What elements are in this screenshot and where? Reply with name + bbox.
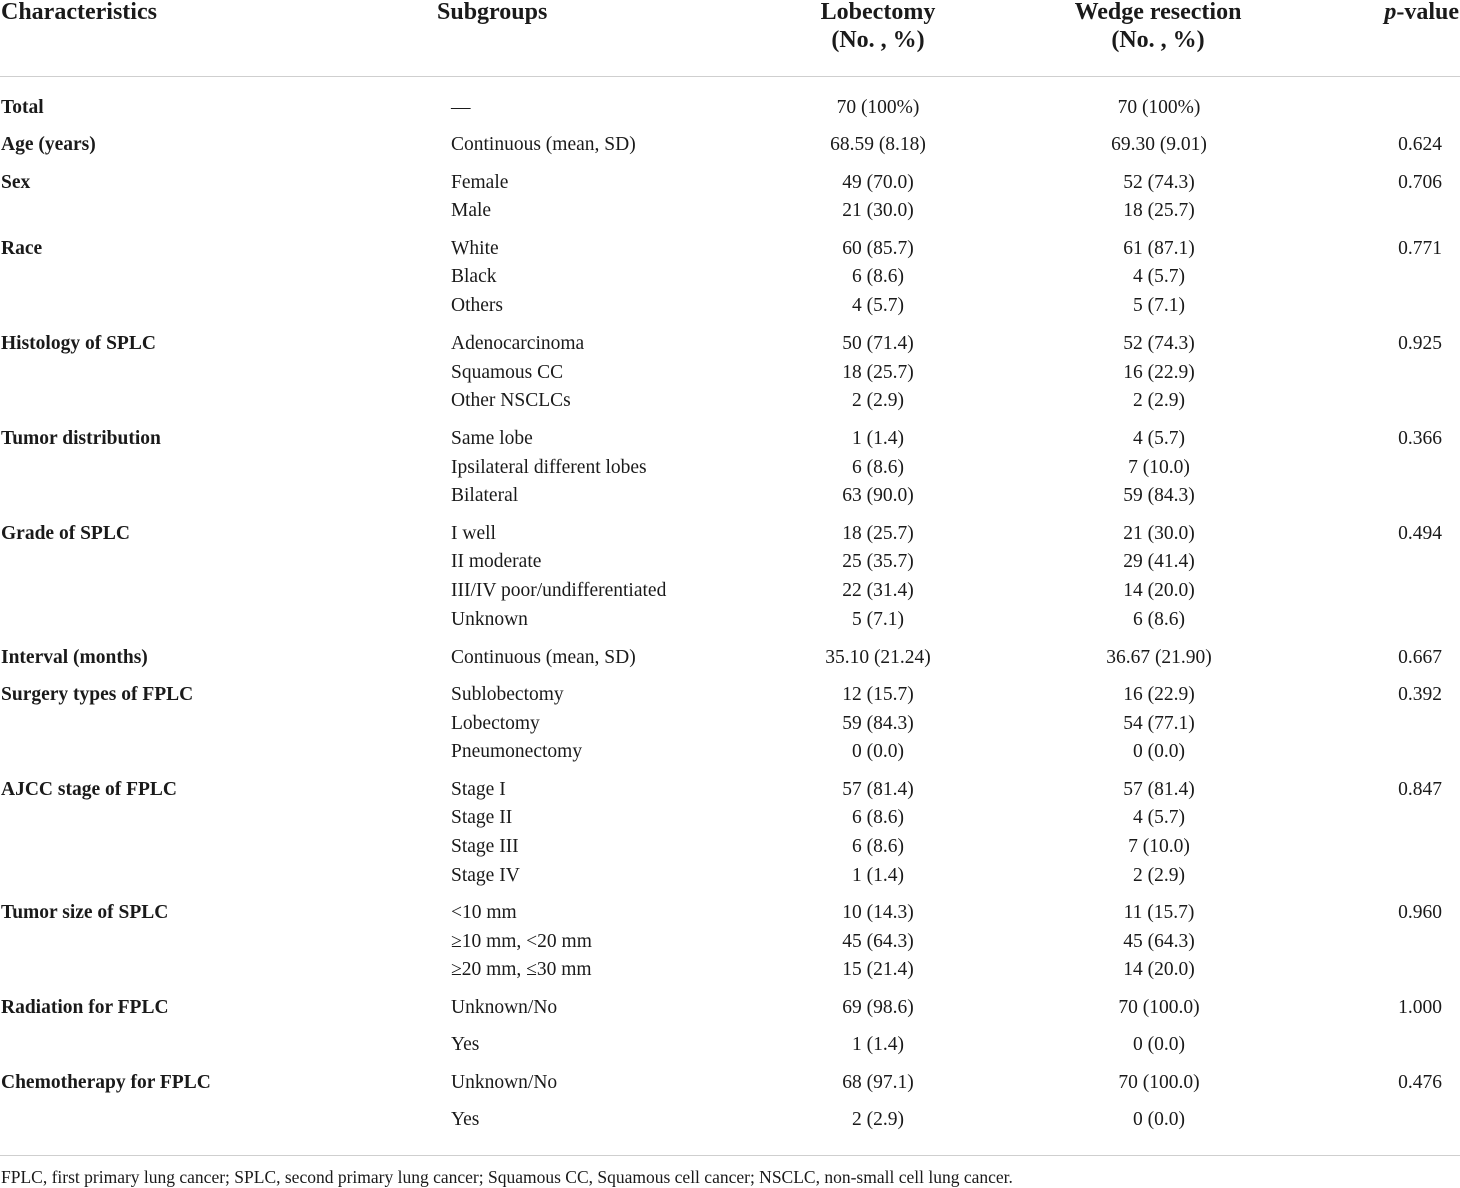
cell-wedge-resection: 59 (84.3): [1123, 485, 1195, 506]
cell-wedge-resection: 2 (2.9): [1133, 390, 1185, 411]
cell-wedge-resection: 18 (25.7): [1123, 200, 1195, 221]
cell-subgroup: Squamous CC: [451, 362, 564, 383]
cell-subgroup: <10 mm: [451, 902, 517, 923]
cell-characteristic: Surgery types of FPLC: [1, 684, 194, 705]
cell-lobectomy: 21 (30.0): [842, 200, 914, 221]
header-wedge-line2: (No. , %): [1111, 27, 1205, 53]
cell-wedge-resection: 52 (74.3): [1123, 333, 1195, 354]
cell-pvalue: 0.771: [1398, 238, 1442, 259]
header-lobectomy-line2: (No. , %): [831, 27, 925, 53]
cell-wedge-resection: 54 (77.1): [1123, 713, 1195, 734]
cell-characteristic: Radiation for FPLC: [1, 997, 169, 1018]
cell-lobectomy: 22 (31.4): [842, 580, 914, 601]
cell-characteristic: Tumor size of SPLC: [1, 902, 169, 923]
header-subgroups: Subgroups: [437, 0, 548, 25]
cell-wedge-resection: 45 (64.3): [1123, 931, 1195, 952]
cell-subgroup: III/IV poor/undifferentiated: [451, 580, 667, 601]
cell-characteristic: Histology of SPLC: [1, 333, 156, 354]
cell-wedge-resection: 0 (0.0): [1133, 1034, 1185, 1055]
table-footnote: FPLC, first primary lung cancer; SPLC, second primary lung cancer; Squamous CC, Squamous cell cancer; NSCLC, non-small cell lung cancer.: [1, 1167, 1013, 1187]
cell-lobectomy: 1 (1.4): [852, 865, 904, 886]
cell-lobectomy: 49 (70.0): [842, 172, 914, 193]
cell-wedge-resection: 4 (5.7): [1133, 266, 1185, 287]
header-wedge-resection: [1018, 0, 1298, 54]
cell-wedge-resection: 14 (20.0): [1123, 580, 1195, 601]
cell-subgroup: Ipsilateral different lobes: [451, 457, 647, 478]
cell-characteristic: Interval (months): [1, 647, 148, 668]
cell-lobectomy: 45 (64.3): [842, 931, 914, 952]
cell-pvalue: 0.366: [1398, 428, 1442, 449]
cell-lobectomy: 6 (8.6): [852, 457, 904, 478]
cell-lobectomy: 50 (71.4): [842, 333, 914, 354]
cell-pvalue: 0.624: [1398, 134, 1442, 155]
cell-wedge-resection: 14 (20.0): [1123, 959, 1195, 980]
cell-pvalue: 0.392: [1398, 684, 1442, 705]
cell-subgroup: Lobectomy: [451, 713, 540, 734]
cell-lobectomy: 6 (8.6): [852, 807, 904, 828]
cell-subgroup: Adenocarcinoma: [451, 333, 585, 354]
cell-subgroup: Other NSCLCs: [451, 390, 571, 411]
cell-pvalue: 0.847: [1398, 779, 1442, 800]
cell-wedge-resection: 70 (100%): [1117, 97, 1201, 118]
cell-pvalue: 0.476: [1398, 1072, 1442, 1093]
cell-lobectomy: 15 (21.4): [842, 959, 914, 980]
cell-subgroup: Stage I: [451, 779, 506, 800]
header-characteristics: Characteristics: [1, 0, 157, 25]
cell-characteristic: Grade of SPLC: [1, 523, 130, 544]
cell-characteristic: Tumor distribution: [1, 428, 161, 449]
cell-wedge-resection: 2 (2.9): [1133, 865, 1185, 886]
cell-wedge-resection: 4 (5.7): [1133, 807, 1185, 828]
cell-wedge-resection: 70 (100.0): [1118, 997, 1200, 1018]
cell-subgroup: ≥10 mm, <20 mm: [451, 931, 592, 952]
cell-subgroup: Unknown: [451, 609, 528, 630]
cell-lobectomy: 60 (85.7): [842, 238, 914, 259]
cell-characteristic: Chemotherapy for FPLC: [1, 1072, 211, 1093]
cell-wedge-resection: 7 (10.0): [1128, 457, 1190, 478]
cell-wedge-resection: 16 (22.9): [1123, 684, 1195, 705]
cell-lobectomy: 2 (2.9): [852, 1109, 904, 1130]
cell-lobectomy: 69 (98.6): [842, 997, 914, 1018]
cell-pvalue: 0.667: [1398, 647, 1442, 668]
cell-lobectomy: 68.59 (8.18): [830, 134, 926, 155]
cell-lobectomy: 6 (8.6): [852, 836, 904, 857]
header-pvalue: [1384, 0, 1459, 26]
cell-subgroup: —: [451, 97, 471, 118]
cell-wedge-resection: 52 (74.3): [1123, 172, 1195, 193]
cell-wedge-resection: 36.67 (21.90): [1106, 647, 1212, 668]
cell-lobectomy: 2 (2.9): [852, 390, 904, 411]
cell-subgroup: Continuous (mean, SD): [451, 134, 636, 155]
header-pvalue-italic: p: [1384, 0, 1397, 25]
cell-lobectomy: 63 (90.0): [842, 485, 914, 506]
cell-subgroup: Yes: [451, 1034, 480, 1055]
cell-characteristic: Sex: [1, 172, 31, 193]
cell-subgroup: Pneumonectomy: [451, 741, 583, 762]
cell-wedge-resection: 16 (22.9): [1123, 362, 1195, 383]
cell-subgroup: ≥20 mm, ≤30 mm: [451, 959, 592, 980]
cell-subgroup: Unknown/No: [451, 1072, 558, 1093]
cell-wedge-resection: 5 (7.1): [1133, 295, 1185, 316]
cell-subgroup: Others: [451, 295, 503, 316]
cell-characteristic: Age (years): [1, 134, 96, 155]
cell-pvalue: 0.960: [1398, 902, 1442, 923]
cell-lobectomy: 70 (100%): [836, 97, 920, 118]
cell-characteristic: Total: [1, 97, 44, 118]
cell-wedge-resection: 57 (81.4): [1123, 779, 1195, 800]
cell-lobectomy: 12 (15.7): [842, 684, 914, 705]
cell-lobectomy: 0 (0.0): [852, 741, 904, 762]
cell-subgroup: Stage III: [451, 836, 519, 857]
cell-lobectomy: 6 (8.6): [852, 266, 904, 287]
cell-subgroup: Stage II: [451, 807, 513, 828]
cell-wedge-resection: 29 (41.4): [1123, 551, 1195, 572]
cell-characteristic: AJCC stage of FPLC: [1, 779, 178, 800]
cell-wedge-resection: 11 (15.7): [1123, 902, 1195, 923]
cell-wedge-resection: 0 (0.0): [1133, 741, 1185, 762]
cell-wedge-resection: 70 (100.0): [1118, 1072, 1200, 1093]
cell-lobectomy: 1 (1.4): [852, 1034, 904, 1055]
cell-lobectomy: 25 (35.7): [842, 551, 914, 572]
cell-subgroup: Continuous (mean, SD): [451, 647, 636, 668]
cell-subgroup: Bilateral: [451, 485, 519, 506]
header-pvalue-rest: -value: [1396, 0, 1459, 25]
cell-pvalue: 1.000: [1398, 997, 1442, 1018]
cell-subgroup: Unknown/No: [451, 997, 558, 1018]
header-lobectomy-line1: Lobectomy: [820, 0, 936, 25]
cell-lobectomy: 4 (5.7): [852, 295, 904, 316]
cell-lobectomy: 35.10 (21.24): [825, 647, 931, 668]
cell-wedge-resection: 0 (0.0): [1133, 1109, 1185, 1130]
cell-pvalue: 0.494: [1398, 523, 1442, 544]
cell-lobectomy: 18 (25.7): [842, 523, 914, 544]
cell-subgroup: I well: [451, 523, 496, 544]
cell-subgroup: Black: [451, 266, 497, 287]
cell-subgroup: Yes: [451, 1109, 480, 1130]
cell-subgroup: Sublobectomy: [451, 684, 564, 705]
cell-wedge-resection: 7 (10.0): [1128, 836, 1190, 857]
cell-wedge-resection: 6 (8.6): [1133, 609, 1185, 630]
header-lobectomy: [748, 0, 1008, 54]
header-rule: [0, 76, 1460, 77]
cell-lobectomy: 18 (25.7): [842, 362, 914, 383]
cell-wedge-resection: 21 (30.0): [1123, 523, 1195, 544]
cell-lobectomy: 57 (81.4): [842, 779, 914, 800]
footer-rule: [0, 1155, 1460, 1156]
cell-pvalue: 0.706: [1398, 172, 1442, 193]
cell-subgroup: Same lobe: [451, 428, 533, 449]
cell-lobectomy: 5 (7.1): [852, 609, 904, 630]
cell-lobectomy: 1 (1.4): [852, 428, 904, 449]
header-wedge-line1: Wedge resection: [1074, 0, 1242, 25]
cell-lobectomy: 59 (84.3): [842, 713, 914, 734]
cell-wedge-resection: 4 (5.7): [1133, 428, 1185, 449]
cell-subgroup: Female: [451, 172, 509, 193]
cell-lobectomy: 68 (97.1): [842, 1072, 914, 1093]
cell-lobectomy: 10 (14.3): [842, 902, 914, 923]
cell-subgroup: White: [451, 238, 499, 259]
cell-subgroup: Male: [451, 200, 492, 221]
cell-pvalue: 0.925: [1398, 333, 1442, 354]
cell-characteristic: Race: [1, 238, 43, 259]
cell-wedge-resection: 61 (87.1): [1123, 238, 1195, 259]
cell-subgroup: Stage IV: [451, 865, 520, 886]
cell-wedge-resection: 69.30 (9.01): [1111, 134, 1207, 155]
cell-subgroup: II moderate: [451, 551, 542, 572]
